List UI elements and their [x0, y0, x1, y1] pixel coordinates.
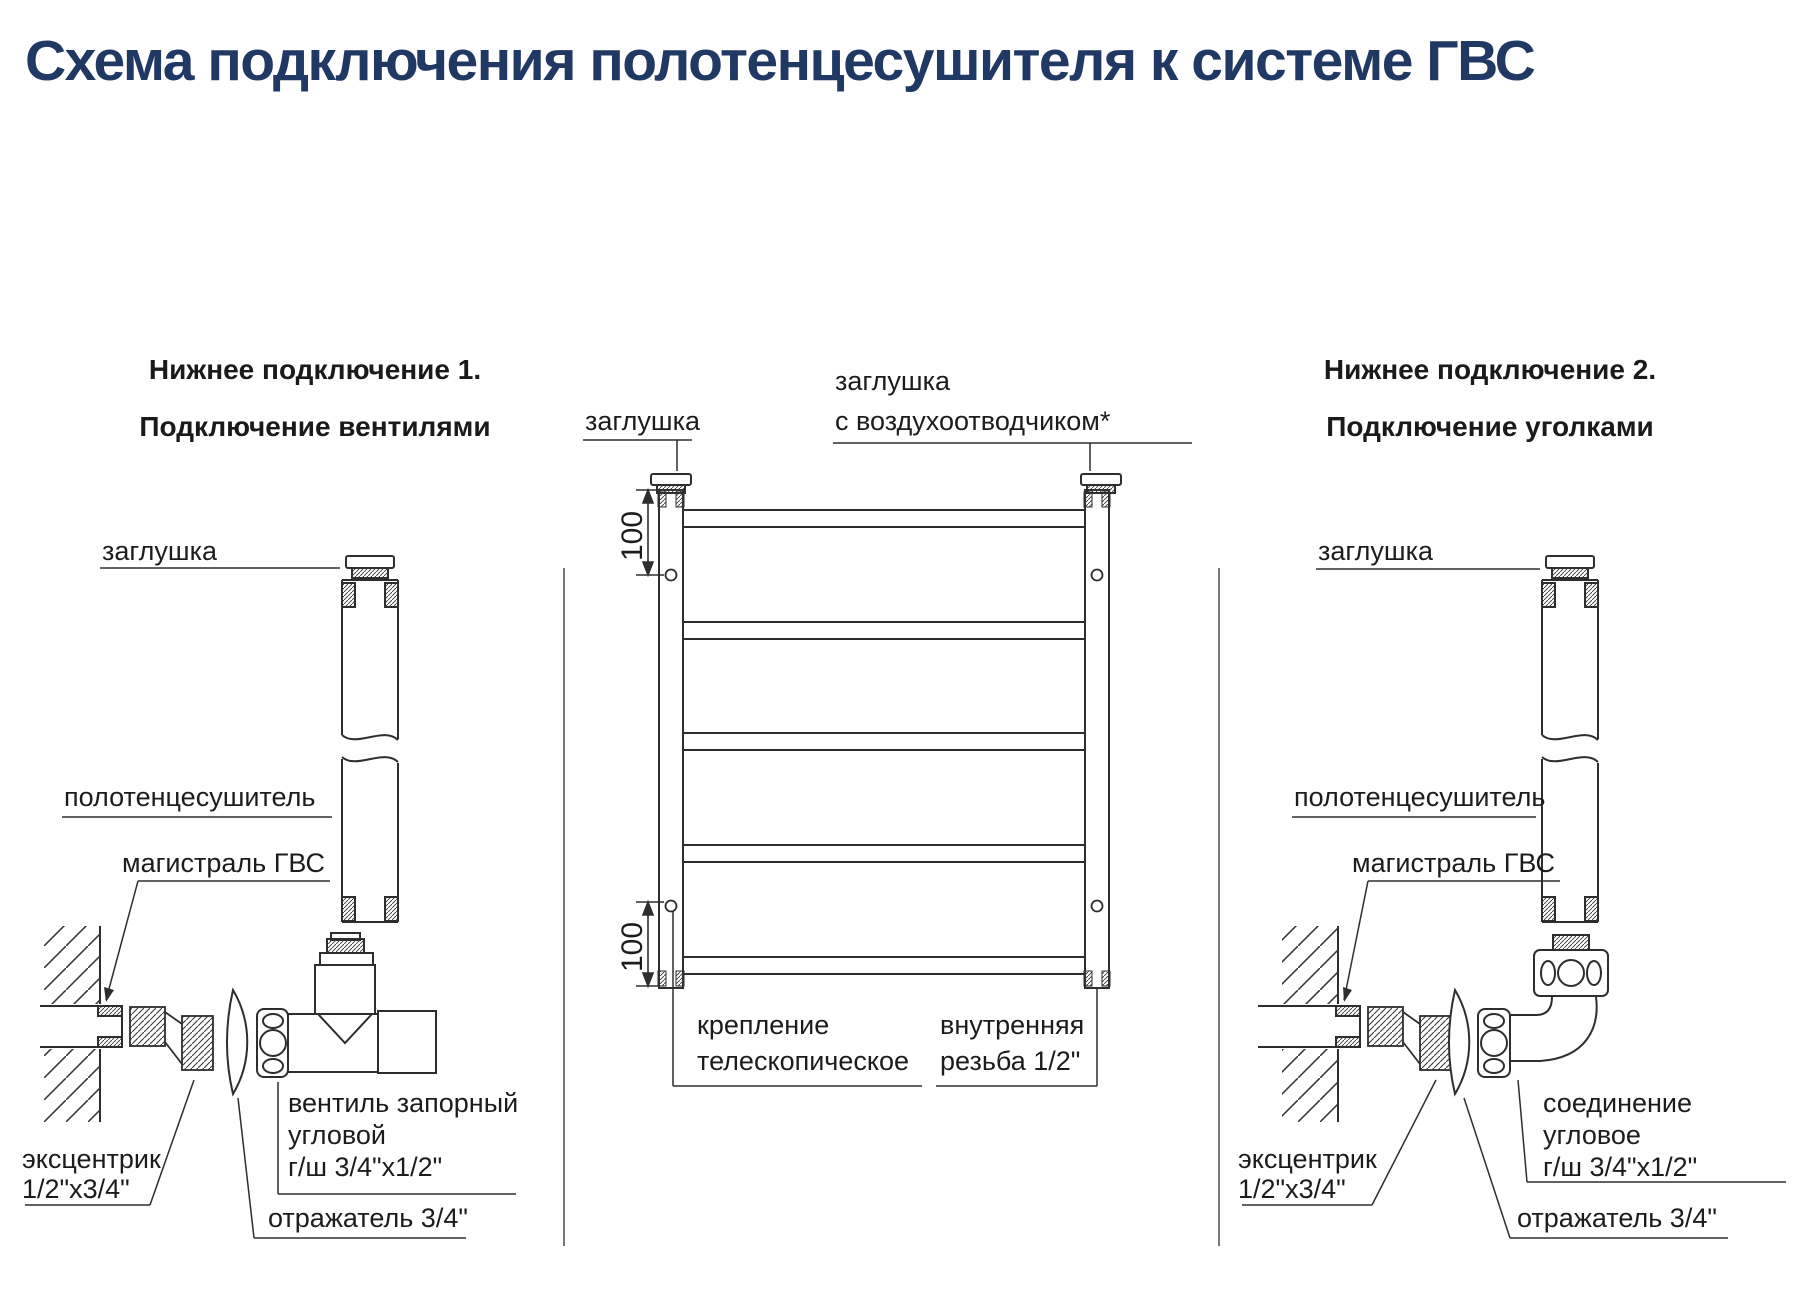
label-reflector-left: отражатель 3/4" [268, 1203, 468, 1233]
left-wall [44, 926, 100, 1122]
page-title: Схема подключения полотенцесушителя к системе ГВС [25, 29, 1535, 93]
label-eccentric-left-line2: 1/2"х3/4" [22, 1174, 130, 1204]
right-collector-tube [1085, 490, 1109, 988]
label-plug-middle: заглушка [585, 406, 700, 436]
label-towel-rail-right: полотенцесушитель [1294, 782, 1546, 812]
label-plug-right: заглушка [1318, 536, 1433, 566]
left-heading-line1: Нижнее подключение 1. [148, 354, 482, 385]
right-heading-line1: Нижнее подключение 2. [1323, 354, 1657, 385]
left-collector-tube [659, 490, 683, 988]
label-towel-rail-left: полотенцесушитель [64, 782, 316, 812]
label-valve-line3: г/ш 3/4"х1/2" [288, 1152, 443, 1182]
leader-arrowheads [104, 987, 1352, 1002]
label-main-line-right: магистраль ГВС [1352, 848, 1555, 878]
right-wall [1282, 926, 1338, 1122]
label-valve-line1: вентиль запорный [288, 1088, 519, 1118]
label-elbow-line2: угловое [1543, 1120, 1641, 1150]
top-plug-caps [651, 474, 1121, 493]
left-eccentric [130, 1007, 213, 1070]
left-supply-pipe [40, 1006, 122, 1047]
dimension-bottom-value: 100 [616, 921, 649, 973]
right-reflector-dome [1449, 990, 1469, 1094]
label-eccentric-right-line1: эксцентрик [1238, 1144, 1377, 1174]
label-eccentric-right-line2: 1/2"х3/4" [1238, 1174, 1346, 1204]
left-heading-line2: Подключение вентилями [139, 411, 491, 442]
right-heading-line2: Подключение уголками [1326, 411, 1654, 442]
towel-rail-crossbars [681, 510, 1087, 974]
label-thread-line2: резьба 1/2" [940, 1046, 1081, 1076]
label-thread-line1: внутренняя [940, 1010, 1085, 1040]
dimension-top-value: 100 [616, 510, 649, 562]
label-vent-plug-line2: с воздухоотводчиком* [835, 406, 1111, 436]
label-mount-line1: крепление [697, 1010, 830, 1040]
label-vent-plug-line1: заглушка [835, 366, 950, 396]
label-main-line-left: магистраль ГВС [122, 848, 325, 878]
right-eccentric [1368, 1007, 1451, 1070]
angle-valve [257, 933, 436, 1077]
label-mount-line2: телескопическое [697, 1046, 910, 1076]
label-plug-left: заглушка [102, 536, 217, 566]
label-elbow-line1: соединение [1543, 1088, 1693, 1118]
towel-rail-front-view [651, 474, 1121, 988]
right-supply-pipe [1258, 1006, 1360, 1047]
label-reflector-right: отражатель 3/4" [1517, 1203, 1717, 1233]
label-eccentric-left-line1: эксцентрик [22, 1144, 161, 1174]
label-elbow-line3: г/ш 3/4"х1/2" [1543, 1152, 1698, 1182]
angle-union-elbow [1478, 935, 1608, 1077]
label-valve-line2: угловой [288, 1120, 386, 1150]
left-reflector-dome [227, 990, 247, 1094]
left-riser-pipe [342, 556, 398, 922]
